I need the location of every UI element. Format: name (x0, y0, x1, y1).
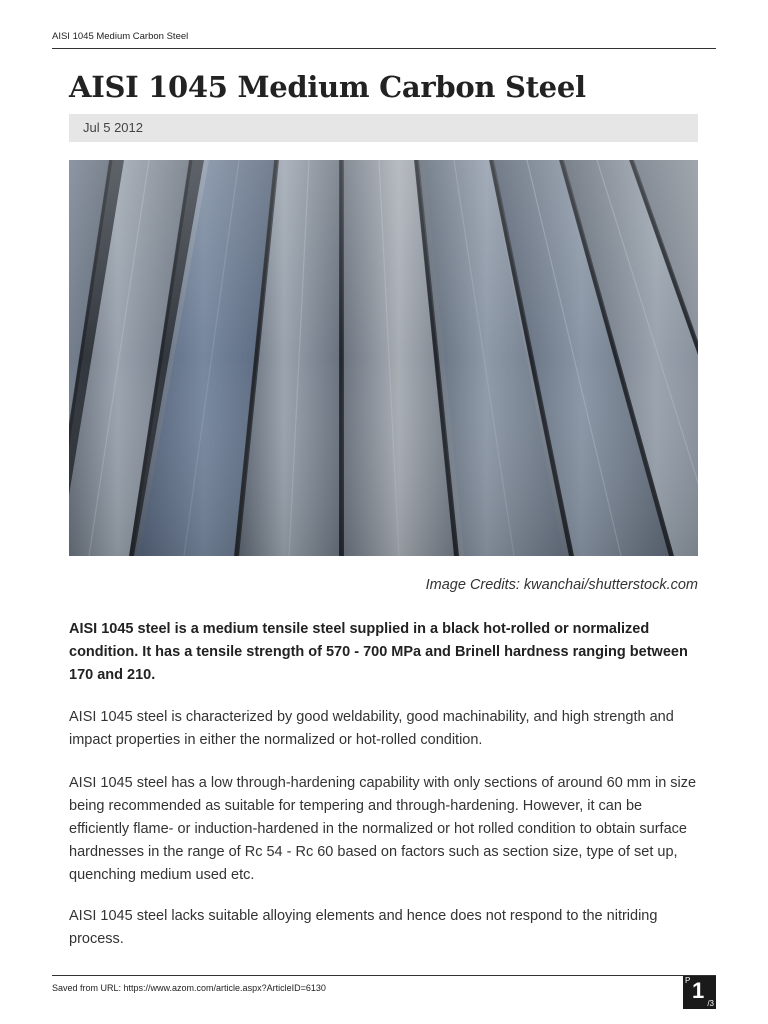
header-divider (52, 48, 716, 49)
body-paragraph: AISI 1045 steel has a low through-hardening capability with only sections of around 60 mm in size being recommended as suitable for tempering and through-hardening. However, it can be efficiently flame- or induction-hardened in the normalized or hot rolled condition to obtain surface hardnesses in the range of Rc 54 - Rc 60 based on factors such as section size, type of set up, quenching medium used etc. (69, 775, 697, 883)
page-indicator (683, 976, 716, 1009)
running-header-title: AISI 1045 Medium Carbon Steel (52, 31, 189, 42)
image-credit: Image Credits: kwanchai/shutterstock.com (425, 577, 698, 593)
page-number: 1 (692, 978, 705, 1003)
date-bar (69, 114, 698, 142)
article-date: Jul 5 2012 (83, 120, 143, 135)
intro-paragraph: AISI 1045 steel is a medium tensile steel supplied in a black hot-rolled or normalized condition. It has a tensile strength of 570 - 700 MPa and Brinell hardness ranging between 170 and 210. (69, 621, 688, 683)
page-total: /3 (707, 999, 714, 1008)
body-paragraph: AISI 1045 steel lacks suitable alloying elements and hence does not respond to the nitriding process. (69, 908, 658, 947)
saved-from-url: Saved from URL: https://www.azom.com/article.aspx?ArticleID=6130 (52, 983, 326, 993)
page-letter: P (685, 976, 691, 985)
footer-divider (52, 975, 716, 976)
steel-bars-photo (69, 160, 698, 556)
steel-bars-illustration (69, 160, 698, 556)
body-paragraph: AISI 1045 steel is characterized by good weldability, good machinability, and high strength and impact properties in either the normalized or hot-rolled condition. (69, 709, 674, 748)
article-title: AISI 1045 Medium Carbon Steel (69, 70, 586, 104)
